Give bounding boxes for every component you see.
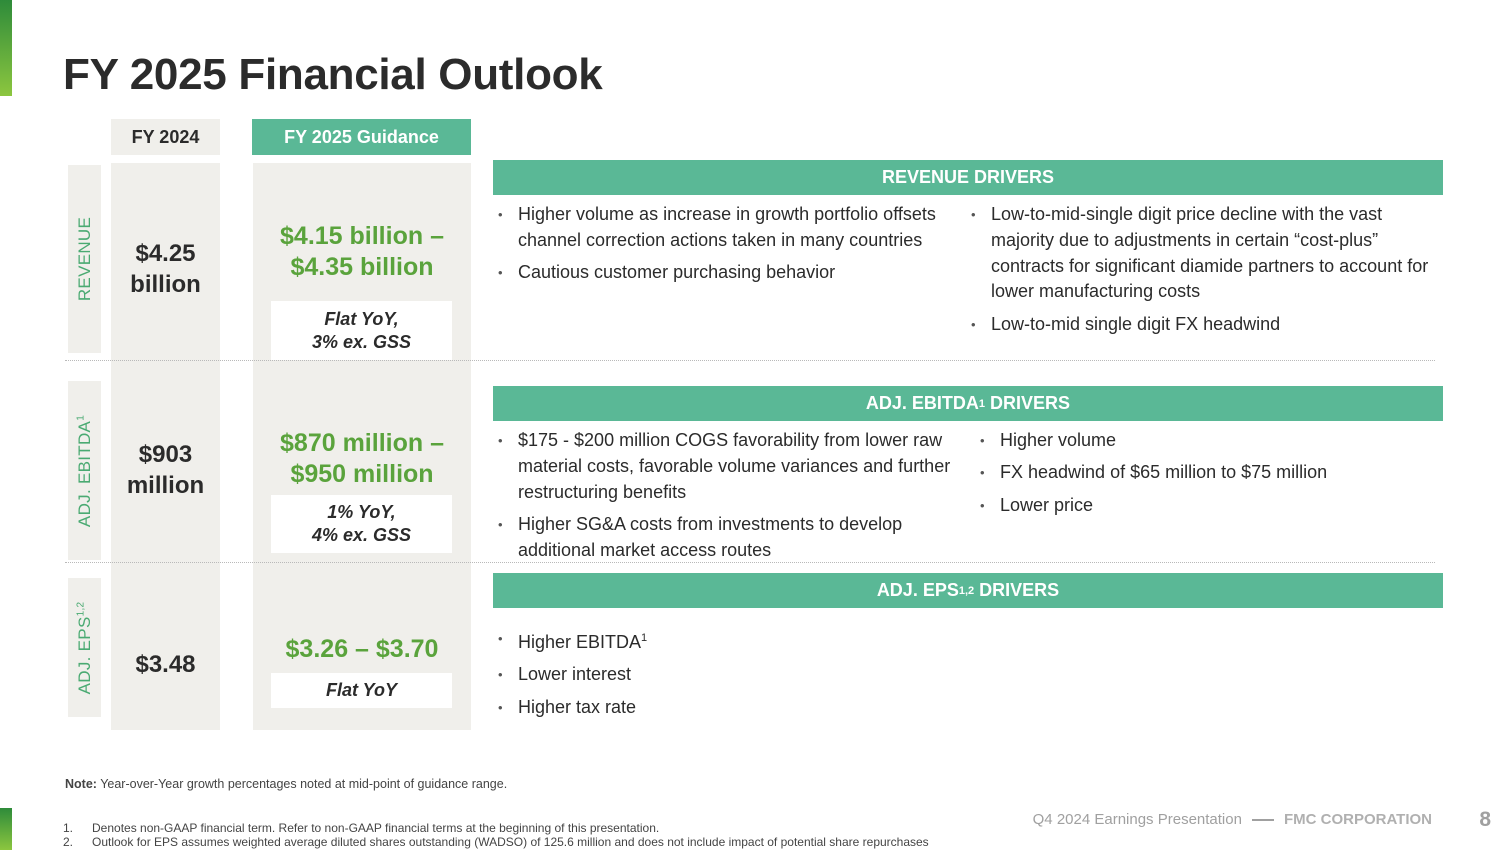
list-item: • Cautious customer purchasing behavior xyxy=(494,260,956,286)
eps-drivers-header: ADJ. EPS 1,2 DRIVERS xyxy=(493,573,1443,608)
row-label-adj-ebitda xyxy=(68,381,101,560)
fy2024-revenue-value: $4.25 billion xyxy=(130,240,201,298)
accent-bar-top xyxy=(0,0,12,96)
list-item: • Lower price xyxy=(976,493,1436,519)
fy2025-ebitda-guidance: $870 million – $950 million xyxy=(280,429,444,488)
ebitda-drivers-right-list xyxy=(976,428,1436,525)
list-item: • Low-to-mid-single digit price decline with the vast majority due to adjustments in certain “cost-plus” contracts for significant diamide partners to account for lower manufacturing costs xyxy=(967,202,1437,305)
footnote: 2. Outlook for EPS assumes weighted average diluted shares outstanding (WADSO) of 125.6 million and does not include impact of potential share repurchases xyxy=(63,834,929,849)
list-item: • Higher volume as increase in growth portfolio offsets channel correction actions taken in many countries xyxy=(494,202,956,254)
page-title: FY 2025 Financial Outlook xyxy=(63,50,603,99)
footnotes xyxy=(63,822,929,849)
eps-growth-box: Flat YoY xyxy=(271,673,452,708)
list-item: • Lower interest xyxy=(494,662,954,688)
presentation-name: Q4 2024 Earnings Presentation xyxy=(1032,811,1242,828)
list-item: • Higher volume xyxy=(976,428,1436,454)
ebitda-drivers-left-list xyxy=(494,428,960,570)
page-number: 8 xyxy=(1479,808,1491,831)
row-label-revenue xyxy=(68,165,101,353)
column-header-fy2025-guidance: FY 2025 Guidance xyxy=(252,119,471,155)
revenue-drivers-header: REVENUE DRIVERS xyxy=(493,160,1443,195)
company-name: FMC CORPORATION xyxy=(1283,811,1432,828)
fy2025-eps-guidance: $3.26 – $3.70 xyxy=(285,635,439,663)
fy2025-revenue-guidance: $4.15 billion – $4.35 billion xyxy=(280,222,444,281)
list-item: • $175 - $200 million COGS favorability from lower raw material costs, favorable volume variances and further restructuring benefits xyxy=(494,428,960,505)
revenue-drivers-right-list xyxy=(967,202,1437,344)
footer-dash xyxy=(1252,819,1274,821)
list-item: • Higher tax rate xyxy=(494,695,954,721)
accent-bar-bottom xyxy=(0,808,12,850)
list-item: • Higher SG&A costs from investments to develop additional market access routes xyxy=(494,512,960,564)
row-label-adj-ebitda-text: ADJ. EBITDA$^1$ xyxy=(74,414,94,527)
ebitda-growth-box: 1% YoY, 4% ex. GSS xyxy=(271,495,452,553)
fy2024-ebitda-value: $903 million xyxy=(126,441,205,499)
list-item: • FX headwind of $65 million to $75 million xyxy=(976,460,1436,486)
row-label-adj-eps-text: ADJ. EPS$^{1,2}$ xyxy=(74,601,94,694)
row-divider xyxy=(65,360,1435,361)
eps-drivers-list xyxy=(494,626,954,727)
column-header-fy2024: FY 2024 xyxy=(111,119,220,155)
row-label-adj-eps xyxy=(68,578,101,717)
list-item: • Higher EBITDA$^1$ xyxy=(494,626,954,656)
note: Note: Year-over-Year growth percentages noted at mid-point of guidance range. xyxy=(65,777,508,791)
revenue-drivers-left-list xyxy=(494,202,956,292)
fy2024-eps-value: $3.48 xyxy=(135,651,196,678)
footer xyxy=(1033,811,1432,828)
ebitda-drivers-header: ADJ. EBITDA 1 DRIVERS xyxy=(493,386,1443,421)
list-item: • Low-to-mid single digit FX headwind xyxy=(967,312,1437,338)
row-label-revenue-text: REVENUE xyxy=(74,216,94,302)
revenue-growth-box: Flat YoY, 3% ex. GSS xyxy=(271,301,452,360)
footnote: 1. Denotes non-GAAP financial term. Refer to non-GAAP financial terms at the beginning of this presentation. xyxy=(63,821,660,835)
